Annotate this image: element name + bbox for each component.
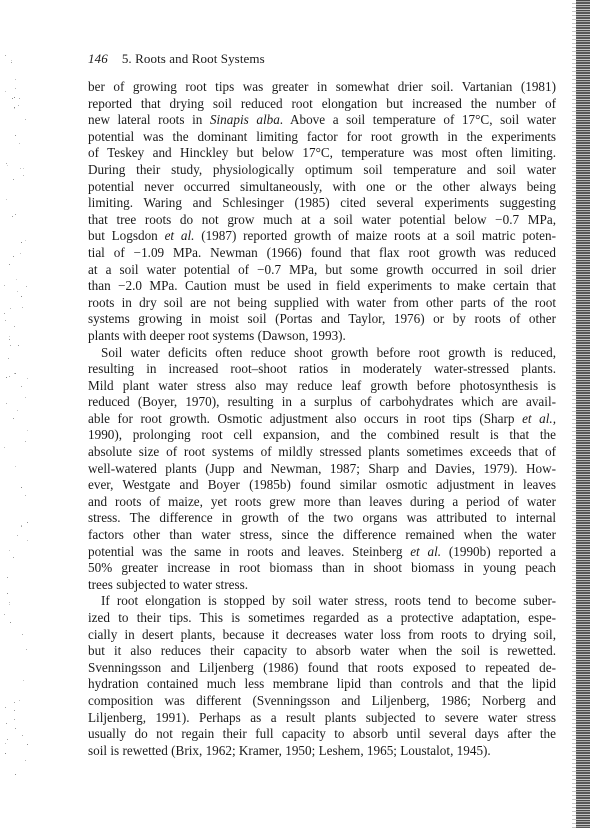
text-line: able for root growth. Osmotic adjustment also occurs in root tips (Sharp et al., xyxy=(88,410,557,426)
text-line: Liljenberg, 1991). Perhaps as a result plants subjected to severe water stress xyxy=(88,709,556,725)
text-line: than −2.0 MPa. Caution must be used in field experiments to make certain that xyxy=(88,278,556,294)
text-line: absolute size of root systems of mildly stressed plants sometimes exceeds that of xyxy=(88,444,556,460)
text-line: resulting in increased root–shoot ratios in moderately water-stressed plants. xyxy=(88,361,556,377)
text-line: stress. The difference in growth of the two organs was attributed to internal xyxy=(88,510,556,526)
text-line: ized to their tips. This is sometimes regarded as a protective adaptation, espe- xyxy=(88,610,556,625)
scan-edge-left xyxy=(4,40,30,800)
text-line: potential never occurred simultaneously, with one or the other always being xyxy=(88,178,556,194)
text-line: 50% greater increase in root biomass than in shoot biomass in young peach xyxy=(88,560,556,576)
text-line: ever, Westgate and Boyer (1985b) found similar osmotic adjustment in leaves xyxy=(88,477,556,493)
text-line: but it also reduces their capacity to absorb water when the soil is rewetted. xyxy=(88,643,556,659)
text-line: Svenningsson and Liljenberg (1986) found that roots exposed to repeated de- xyxy=(88,659,556,675)
text-line: usually do not regain their full capacity to absorb until several days after the xyxy=(88,726,556,742)
text-line: limiting. Waring and Schlesinger (1985) cited several experiments suggesting xyxy=(88,195,556,211)
text-line: systems growing in moist soil (Portas and Taylor, 1976) or by roots of other xyxy=(88,311,556,327)
text-line: potential was the dominant limiting factor for root growth in the experiments xyxy=(88,128,556,144)
text-line: new lateral roots in Sinapis alba. Above a soil temperature of 17°C, soil water xyxy=(88,112,557,128)
scan-binding-edge xyxy=(576,0,590,828)
text-line: but Logsdon et al. (1987) reported growth of maize roots at a soil matric poten- xyxy=(88,228,557,244)
text-line: ber of growing root tips was greater in somewhat drier soil. Vartanian (1981) xyxy=(88,79,556,94)
text-line: composition was different (Svenningsson and Liljenberg, 1986; Norberg and xyxy=(88,692,556,708)
text-line: cially in desert plants, because it decreases water loss from roots to drying soil, xyxy=(88,626,556,642)
text-line: soil is rewetted (Brix, 1962; Kramer, 1950; Leshem, 1965; Loustalot, 1945). xyxy=(88,742,491,758)
text-line: 1990), prolonging root cell expansion, and the combined result is that the xyxy=(88,427,556,443)
text-line: and roots of maize, yet roots grew more than leaves during a period of water xyxy=(88,493,556,509)
text-line: that tree roots do not grow much at a soil water potential below −0.7 MPa, xyxy=(88,211,556,227)
text-line: at a soil water potential of −0.7 MPa, but some growth occurred in soil drier xyxy=(88,261,556,277)
text-line: of Teskey and Hinckley but below 17°C, temperature was most often limiting. xyxy=(88,145,556,161)
text-line: reduced (Boyer, 1970), resulting in a surplus of carbohydrates which are avail- xyxy=(88,394,556,410)
text-line: Soil water deficits often reduce shoot growth before root growth is reduced, xyxy=(101,344,556,360)
text-line: During their study, physiologically optimum soil temperature and soil water xyxy=(88,161,556,177)
text-line: reported that drying soil reduced root elongation but increased the number of xyxy=(88,95,556,111)
chapter-title: 5. Roots and Root Systems xyxy=(121,51,265,66)
text-line: hydration contained much less membrane lipid than controls and that the lipid xyxy=(88,676,556,692)
text-line: If root elongation is stopped by soil water stress, roots tend to become suber- xyxy=(101,593,556,609)
body-text xyxy=(88,79,556,759)
text-line: roots in dry soil are not being supplied with water from other parts of the root xyxy=(88,294,556,310)
text-line: factors other than water stress, since the difference remained when the water xyxy=(88,527,556,543)
text-line: well-watered plants (Jupp and Newman, 1987; Sharp and Davies, 1979). How- xyxy=(88,460,556,476)
text-line: plants with deeper root systems (Dawson, 1993). xyxy=(88,327,346,343)
text-line: potential was the same in roots and leaves. Steinberg et al. (1990b) reported a xyxy=(88,543,556,559)
text-line: trees subjected to water stress. xyxy=(88,576,249,592)
text-line: tial of −1.09 MPa. Newman (1966) found that flax root growth was reduced xyxy=(88,244,556,260)
text-line: Mild plant water stress also may reduce leaf growth before photosynthesis is xyxy=(88,377,556,393)
page-number: 146 xyxy=(88,51,108,66)
running-header xyxy=(88,51,265,67)
